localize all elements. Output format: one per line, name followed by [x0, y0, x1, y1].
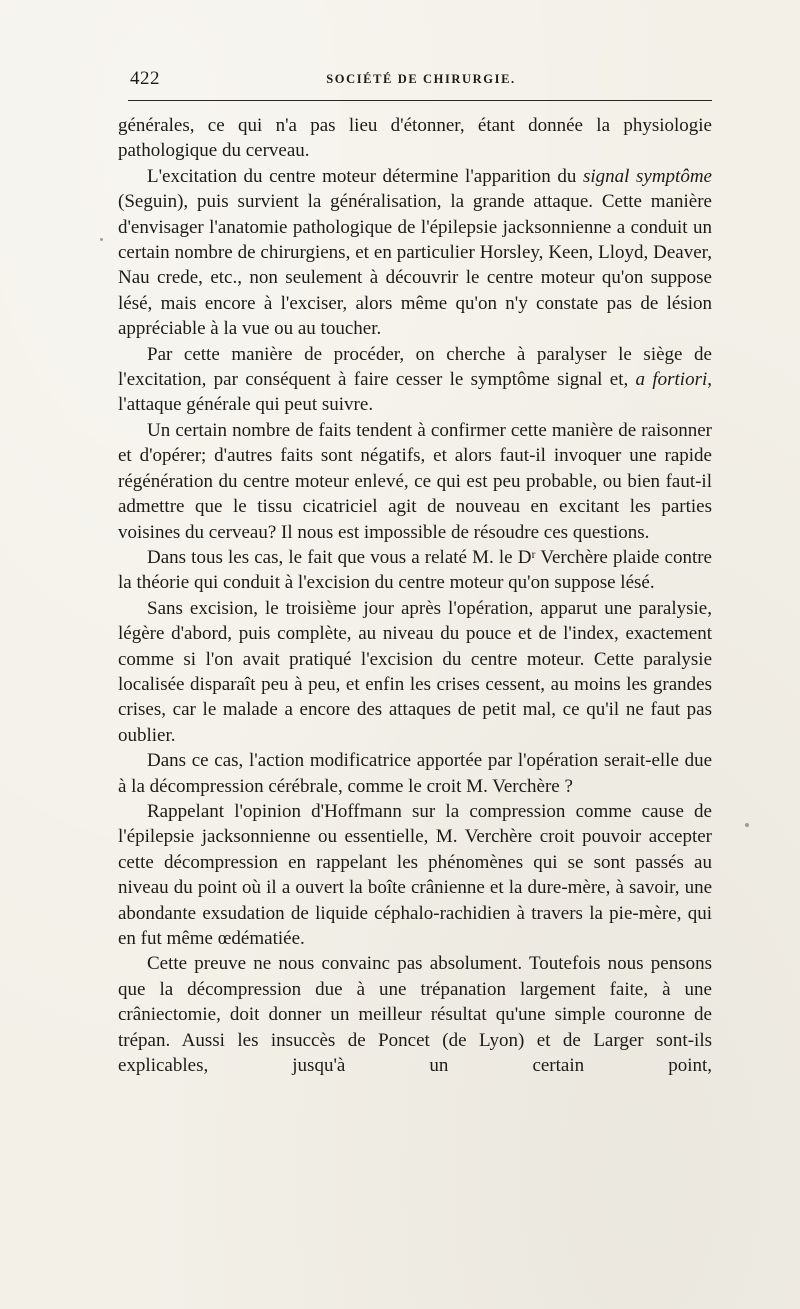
paragraph-3-text-before: Par cette manière de procéder, on cherche à paralyser le siège de l'excitation, par conséquent à faire cesser le symptôme signal et, — [118, 343, 712, 391]
header-rule — [128, 100, 712, 101]
paragraph-4: Un certain nombre de faits tendent à confirmer cette manière de raisonner et d'opérer; d'autres faits sont négatifs, et alors faut-il invoquer une rapide régénération du centre moteur enlevé, ce qui est peu probable, ou bien faut-il admettre que le tissu cicatriciel agit de nouveau en excitant les parties voisines du cerveau? Il nous est impossible de résoudre ces questions. — [118, 419, 712, 543]
page-number: 422 — [130, 68, 160, 89]
running-title: SOCIÉTÉ DE CHIRURGIE. — [326, 72, 516, 86]
page-header — [130, 66, 712, 94]
paragraph-2-text-before: L'excitation du centre moteur détermine l'apparition du — [147, 165, 583, 187]
paragraph-8: Rappelant l'opinion d'Hoffmann sur la compression comme cause de l'épilepsie jacksonnienne ou essentielle, M. Verchère croit pouvoir accepter cette décompression en rappelant les phénomènes qui se sont passés au niveau du point où il a ouvert la boîte crânienne et la dure-mère, à savoir, une abondante exsudation de liquide céphalo-rachidien à travers la pie-mère, qui en fut même œdématiée. — [118, 800, 712, 949]
paragraph-2-text-after: (Seguin), puis survient la généralisation, la grande attaque. Cette manière d'envisager l'anatomie pathologique de l'épilepsie jacksonnienne a conduit un certain nombre de chirurgiens, et en particulier Horsley, Keen, Lloyd, Deaver, Nau crede, etc., non seulement à découvrir le centre moteur qu'on suppose lésé, mais encore à l'exciser, alors même qu'on n'y constate pas de lésion appréciable à la vue ou au toucher. — [118, 191, 712, 340]
paper-speck — [100, 238, 103, 241]
paragraph-3 — [118, 342, 712, 418]
paragraph-3-text-after: , l'attaque générale qui peut suivre. — [118, 369, 713, 416]
paragraph-2 — [118, 164, 712, 342]
paragraph-7: Dans ce cas, l'action modificatrice apportée par l'opération serait-elle due à la décompression cérébrale, comme le croit M. Verchère ? — [118, 750, 712, 797]
paragraph-3-italic: a fortiori — [635, 369, 708, 391]
paragraph-5: Dans tous les cas, le fait que vous a relaté M. le Dʳ Verchère plaide contre la théorie qui conduit à l'excision du centre moteur qu'on suppose lésé. — [118, 546, 712, 594]
paragraph-6: Sans excision, le troisième jour après l'opération, apparut une paralysie, légère d'abord, puis complète, au niveau du pouce et de l'index, exactement comme si l'on avait pratiqué l'excision du centre moteur. Cette paralysie localisée disparaît peu à peu, et enfin les crises cessent, au moins les grandes crises, car le malade a encore des attaques de petit mal, ce qu'il ne faut pas oublier. — [118, 597, 712, 746]
paragraph-2-italic: signal symptôme — [582, 165, 712, 187]
paragraph-9: Cette preuve ne nous convainc pas absolument. Toutefois nous pensons que la décompression due à une trépanation largement faite, à une crâniectomie, doit donner un meilleur résultat qu'une simple couronne de trépan. Aussi les insuccès de Poncet (de Lyon) et de Larger sont-ils explicables, jusqu'à un certain point, — [118, 953, 712, 1077]
paragraph-1: générales, ce qui n'a pas lieu d'étonner, étant donnée la physiologie pathologique du cerveau. — [118, 115, 712, 162]
paper-speck — [745, 823, 749, 827]
body-text — [118, 113, 712, 1078]
